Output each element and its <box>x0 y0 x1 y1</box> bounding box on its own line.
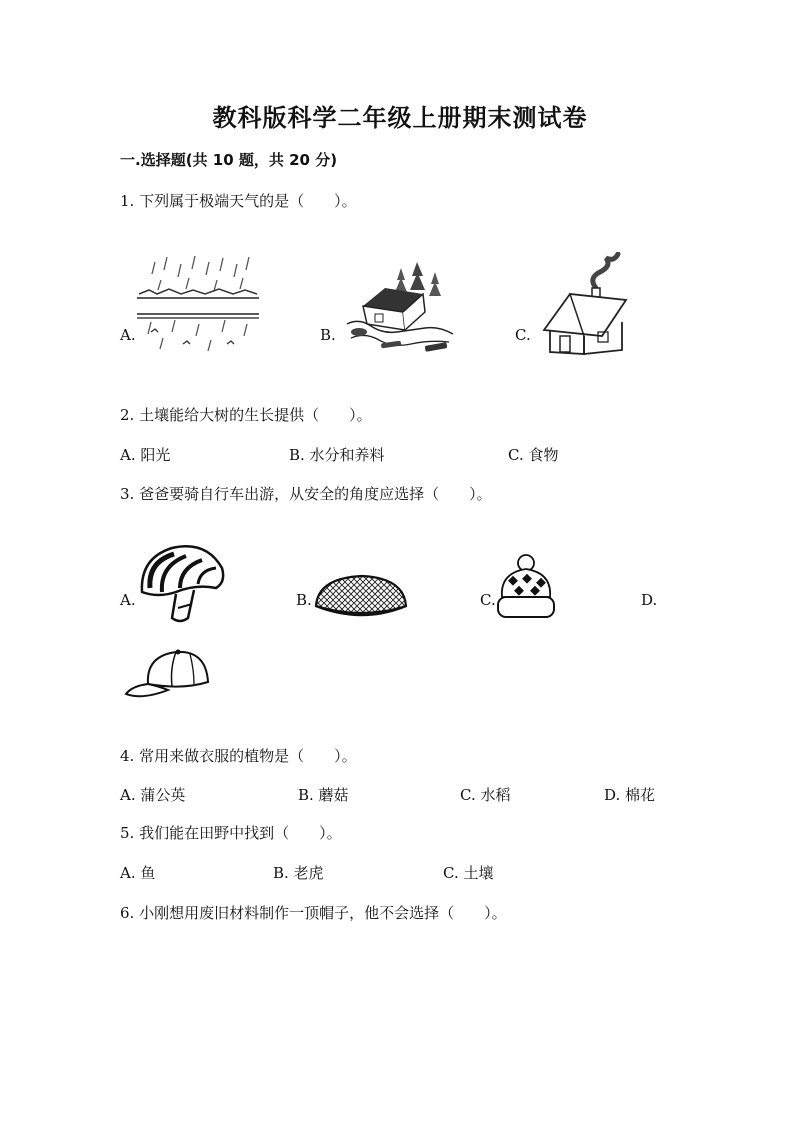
question-3: 3. 爸爸要骑自行车出游，从安全的角度应选择（ ）。 <box>120 485 492 503</box>
question-4: 4. 常用来做衣服的植物是（ ）。 <box>120 747 357 765</box>
section-heading: 一.选择题(共 10 题，共 20 分) <box>120 151 338 169</box>
q3-option-b: B. <box>296 591 312 609</box>
q2-option-a: A. 阳光 <box>120 446 171 464</box>
question-5: 5. 我们能在田野中找到（ ）。 <box>120 824 342 842</box>
q5-option-b: B. 老虎 <box>273 864 324 882</box>
q3-option-c: C. <box>480 591 496 609</box>
q2-option-b: B. 水分和养料 <box>289 446 385 464</box>
q3-option-a: A. <box>120 591 136 609</box>
q2-option-c: C. 食物 <box>508 446 559 464</box>
bike-helmet-icon <box>136 538 228 630</box>
knit-hat-icon <box>496 553 556 623</box>
straw-hat-icon <box>312 570 410 622</box>
q4-option-d: D. 棉花 <box>604 786 656 804</box>
q4-option-b: B. 蘑菇 <box>298 786 349 804</box>
question-2: 2. 土壤能给大树的生长提供（ ）。 <box>120 406 372 424</box>
flood-house-icon <box>345 258 455 358</box>
q1-option-b: B. <box>320 326 336 344</box>
house-chimney-icon <box>540 252 630 356</box>
question-1: 1. 下列属于极端天气的是（ ）。 <box>120 192 357 210</box>
page-title: 教科版科学二年级上册期末测试卷 <box>212 104 588 132</box>
q1-option-a: A. <box>120 326 136 344</box>
q4-option-a: A. 蒲公英 <box>120 786 186 804</box>
q3-option-d: D. <box>641 591 658 609</box>
rainstorm-icon <box>135 252 260 360</box>
q5-option-a: A. 鱼 <box>120 864 156 882</box>
q1-option-c: C. <box>515 326 531 344</box>
q4-option-c: C. 水稻 <box>460 786 511 804</box>
q5-option-c: C. 土壤 <box>443 864 494 882</box>
baseball-cap-icon <box>122 648 214 702</box>
question-6: 6. 小刚想用废旧材料制作一顶帽子，他不会选择（ ）。 <box>120 904 507 922</box>
